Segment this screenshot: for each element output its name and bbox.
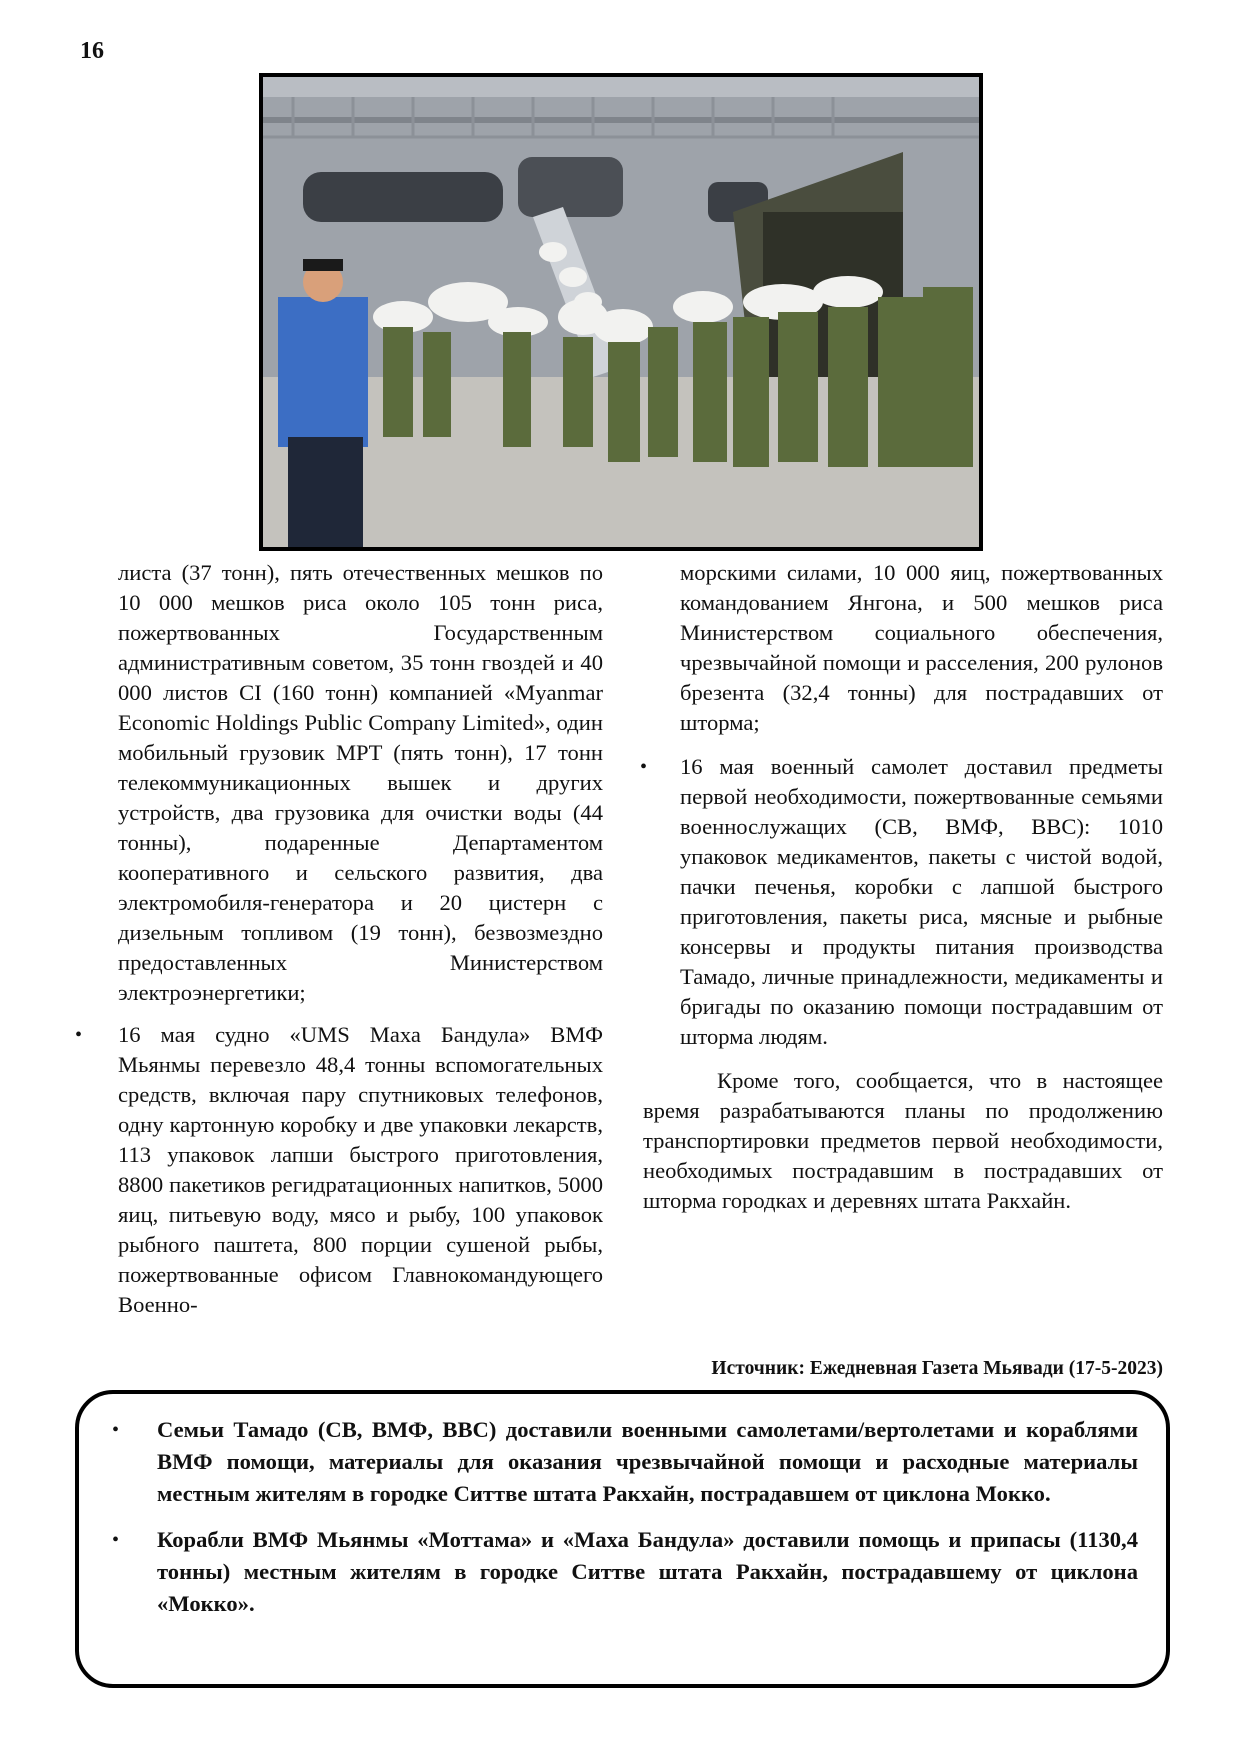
source-citation: Источник: Ежедневная Газета Мьявади (17-5-2023) xyxy=(711,1358,1163,1379)
summary-box xyxy=(75,1390,1170,1688)
photo xyxy=(259,73,983,551)
list-item xyxy=(75,1020,603,1320)
right-closing-paragraph: Кроме того, сообщается, что в настоящее время разрабатываются планы по продолжению транспортировки предметов первой необходимости, необходимых пострадавшим в пострадавших от шторма городках и деревнях штата Ракхайн. xyxy=(643,1068,1163,1213)
bullet-icon: • xyxy=(640,756,648,778)
left-column xyxy=(75,558,603,1320)
list-item xyxy=(640,752,1163,1052)
right-continuation-paragraph: морскими силами, 10 000 яиц, пожертвованных командованием Янгона, и 500 мешков риса Министерством социального обеспечения, чрезвычайной помощи и расселения, 200 рулонов брезента (32,4 тонны) для пострадавших от шторма; xyxy=(680,560,1163,735)
summary-item-text: Семьи Тамадо (СВ, ВМФ, ВВС) доставили военными самолетами/вертолетами и кораблями ВМФ помощи, материалы для оказания чрезвычайной помощи и расходные материалы местным жителям в городке Ситтве штата Ракхайн, пострадавшем от циклона Мокко. xyxy=(157,1417,1138,1506)
bullet-icon: • xyxy=(112,1529,120,1551)
left-bullet-text: 16 мая судно «UMS Маха Бандула» ВМФ Мьянмы перевезло 48,4 тонны вспомогательных средств, включая пару спутниковых телефонов, одну картонную коробку и две упаковки лекарств, 113 упаковок лапши быстрого приготовления, 8800 пакетиков регидратационных напитков, 5000 яиц, питьевую воду, мясо и рыбу, 100 упаковок рыбного паштета, 800 порции сушеной рыбы, пожертвованные офисом Главнокомандующего Военно- xyxy=(118,1022,603,1317)
bullet-icon: • xyxy=(112,1419,120,1441)
photo-soldiers-unloading-icon xyxy=(263,77,979,547)
right-column xyxy=(640,558,1163,1216)
left-continuation-paragraph: листа (37 тонн), пять отечественных мешков по 10 000 мешков риса около 105 тонн риса, пожертвованных Государственным административным советом, 35 тонн гвоздей и 40 000 листов CI (160 тонн) компанией «Myanmar Economic Holdings Public Company Limited», один мобильный грузовик MPT (пять тонн), 17 тонн телекоммуникационных вышек и других устройств, два грузовика для очистки воды (44 тонны), подаренные Департаментом кооперативного и сельского развития, два электромобиля-генератора и 20 цистерн с дизельным топливом (19 тонн), безвозмездно предоставленных Министерством электроэнергетики; xyxy=(118,560,603,1005)
right-bullet-text: 16 мая военный самолет доставил предметы первой необходимости, пожертвованные семьями военнослужащих (СВ, ВМФ, ВВС): 1010 упаковок медикаментов, пакеты с чистой водой, пачки печенья, коробки с лапшой быстрого приготовления, пакеты риса, мясные и рыбные консервы и продукты питания производства Тамадо, личные принадлежности, медикаменты и бригады по оказанию помощи пострадавшим от шторма людям. xyxy=(680,754,1163,1049)
summary-item xyxy=(112,1414,1138,1510)
summary-item-text: Корабли ВМФ Мьянмы «Моттама» и «Маха Бандула» доставили помощь и припасы (1130,4 тонны) местным жителям в городке Ситтве штата Ракхайн, пострадавшему от циклона «Мокко». xyxy=(157,1527,1138,1616)
summary-item xyxy=(112,1524,1138,1620)
page-number: 16 xyxy=(80,38,104,64)
bullet-icon: • xyxy=(75,1024,83,1046)
